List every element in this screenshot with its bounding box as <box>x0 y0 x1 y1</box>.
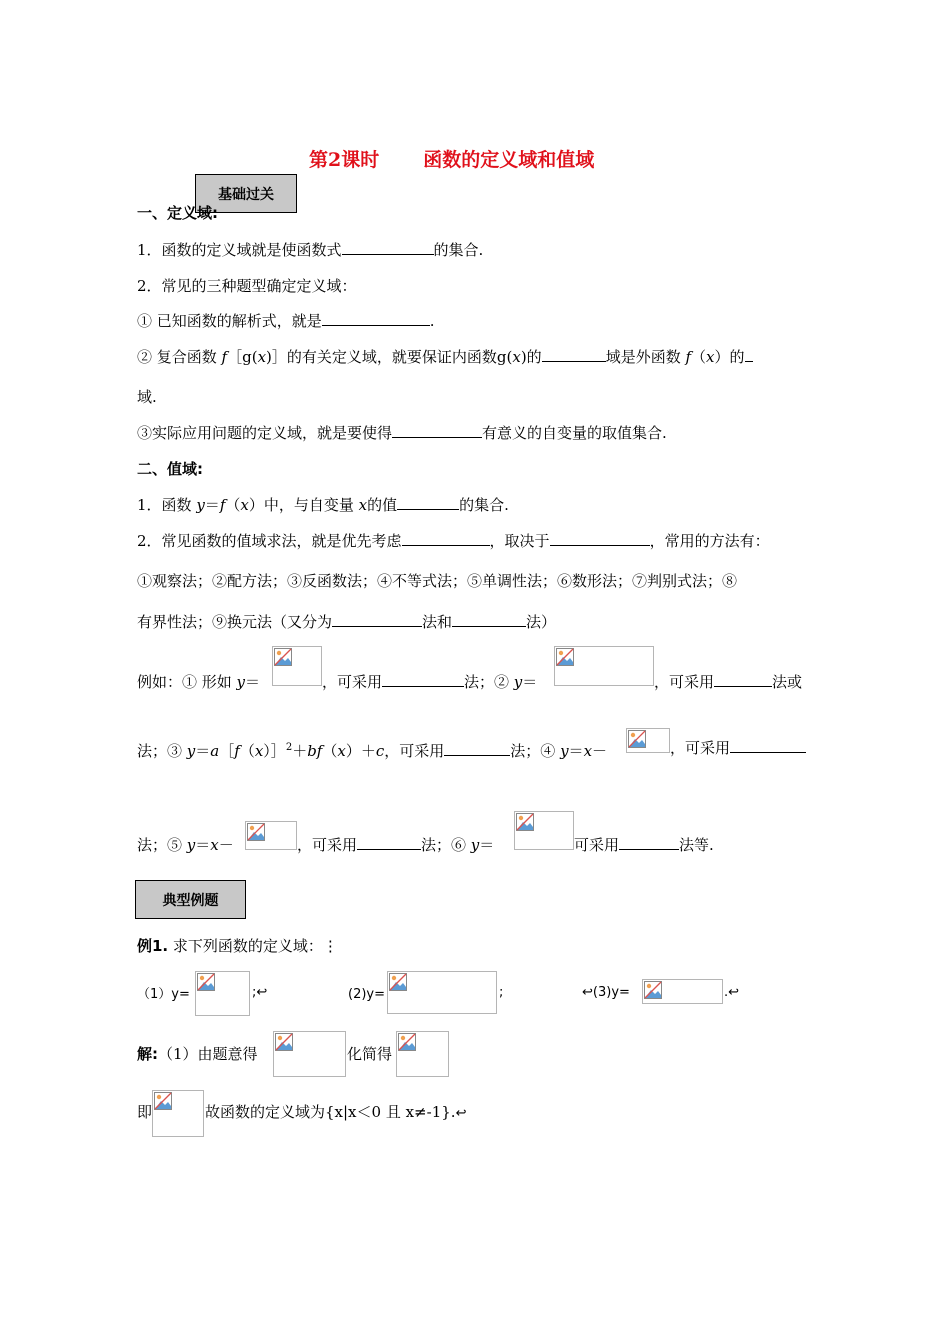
broken-image-icon <box>644 981 662 999</box>
broken-image-icon <box>389 973 407 991</box>
formula-image <box>642 979 723 1004</box>
formula-image <box>245 821 297 850</box>
example-line-2a: 法；③ y＝a［f（x）］$^2$＋bf（x）＋c，可采用 法；④ y＝x－ <box>137 742 608 760</box>
formula-image <box>273 1031 346 1077</box>
problem-3-end: .↩ <box>724 985 740 1000</box>
return-mark: ↩ <box>455 1106 467 1121</box>
problem-3-label: ↩(3)y= <box>582 985 630 1000</box>
section-box-basic: 基础过关 <box>195 174 297 213</box>
range-line-1: 1．函数 y＝f（x）中，与自变量 x的值 的集合. <box>137 496 509 514</box>
formula-image <box>396 1031 449 1077</box>
solution-line-1b: 化简得 <box>347 1045 393 1063</box>
broken-image-icon <box>556 648 574 666</box>
range-line-2: 2．常见函数的值域求法，就是优先考虑 ，取决于 ，常用的方法有： <box>137 532 770 550</box>
broken-image-icon <box>274 648 292 666</box>
page-title <box>309 150 594 170</box>
heading-domain: 一、定义域: <box>137 204 218 222</box>
broken-image-icon <box>516 813 534 831</box>
section-box-examples: 典型例题 <box>135 880 246 919</box>
example-line-3c: 可采用 法等. <box>574 836 714 854</box>
example-1-prompt: 例1. 求下列函数的定义域：⋮ <box>137 937 338 955</box>
broken-image-icon <box>628 730 646 748</box>
example-line-3b: ，可采用 法；⑥ y＝ <box>297 836 495 854</box>
domain-line-3: ① 已知函数的解析式，就是 . <box>137 312 435 330</box>
title-part1: 第2课时 <box>309 149 380 171</box>
domain-line-1: 1．函数的定义域就是使函数式 的集合. <box>137 241 484 259</box>
formula-image <box>152 1090 204 1137</box>
example-line-1c: ，可采用 法或 <box>654 673 803 691</box>
formula-image <box>387 971 497 1014</box>
range-line-3: ①观察法；②配方法；③反函数法；④不等式法；⑤单调性法；⑥数形法；⑦判别式法；⑧ <box>137 572 738 590</box>
problem-1-label: （1）y= <box>137 987 190 1002</box>
return-mark: ↩ <box>256 985 268 1000</box>
formula-image <box>195 971 250 1016</box>
title-part2: 函数的定义域和值域 <box>423 149 595 171</box>
domain-line-5: 域. <box>137 388 157 406</box>
solution-line-1a: 解:（1）由题意得 <box>137 1045 258 1063</box>
problem-2-end: ; <box>499 985 504 1000</box>
example-line-1a: 例如：① 形如 y＝ <box>137 673 261 691</box>
broken-image-icon <box>197 973 215 991</box>
broken-image-icon <box>247 823 265 841</box>
broken-image-icon <box>275 1033 293 1051</box>
range-line-4: 有界性法；⑨换元法（又分为 法和 法） <box>137 613 557 631</box>
domain-line-4: ② 复合函数 f［g(x)］的有关定义域，就要保证内函数g(x)的 域是外函数 f（x）的 <box>137 347 753 367</box>
return-mark: ↩ <box>582 985 593 1000</box>
heading-range: 二、值域: <box>137 460 203 478</box>
example-line-3a: 法；⑤ y＝x－ <box>137 836 234 854</box>
domain-line-6: ③实际应用问题的定义域，就是要使得 有意义的自变量的取值集合. <box>137 424 667 442</box>
problem-2-label: (2)y= <box>348 987 386 1002</box>
formula-image <box>554 646 654 686</box>
example-line-1b: ，可采用 法；② y＝ <box>322 673 538 691</box>
return-mark: ↩ <box>728 985 740 1000</box>
domain-line-2: 2．常见的三种题型确定定义域： <box>137 277 357 295</box>
example-line-2b: ，可采用 <box>670 738 806 758</box>
formula-image <box>626 728 670 753</box>
solution-line-2a: 即 <box>137 1103 153 1121</box>
problem-1-end: ;↩ <box>252 985 268 1000</box>
formula-image <box>514 811 574 850</box>
broken-image-icon <box>398 1033 416 1051</box>
formula-image <box>272 646 322 686</box>
broken-image-icon <box>154 1092 172 1110</box>
solution-line-2b: 故函数的定义域为{x|x＜0 且 x≠-1}.↩ <box>205 1103 467 1121</box>
